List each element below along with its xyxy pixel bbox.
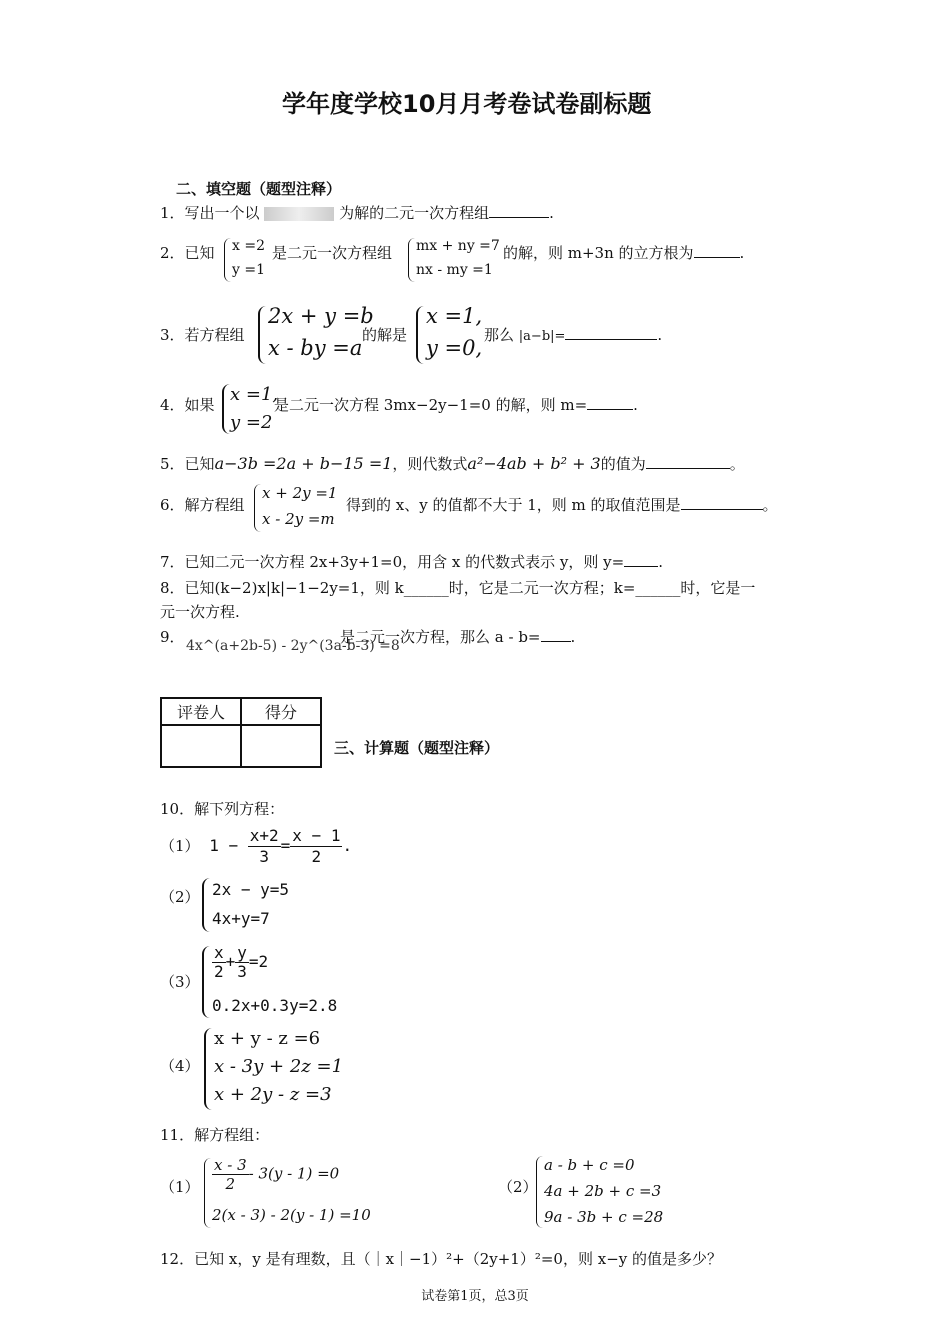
question-2: 2．已知 (160, 244, 215, 262)
section-heading-fill-in: 二、填空题（题型注释） (176, 180, 342, 198)
answer-blank (565, 325, 657, 340)
q10-part-2-label: （2） (160, 888, 200, 906)
answer-blank (624, 552, 658, 567)
question-4: 4．如果 (160, 396, 215, 414)
question-1: 1．写出一个以 为解的二元一次方程组 . (160, 204, 554, 222)
q10-part-3-label: （3） (160, 973, 200, 991)
answer-blank (489, 203, 549, 218)
question-9: 9． (160, 628, 185, 646)
equation-system: mx + ny =7 nx - my =1 (408, 236, 508, 286)
q10-part-2-system: 2x − y=5 4x+y=7 (202, 876, 302, 934)
question-number: 1． (160, 204, 185, 222)
section-heading-calc: 三、计算题（题型注释） (334, 739, 500, 757)
grading-table (160, 697, 322, 768)
page-title: 学年度学校10月月考卷试卷副标题 (282, 90, 652, 118)
q11-part-1-system: $\frac{x - 3}{2}$ - 3(y - 1) =0 2(x - 3) - 2(y - 1) =10 (204, 1156, 374, 1230)
question-12: 12．已知 x，y 是有理数，且（｜x｜−1）²+（2y+1）²=0，则 x−y 的值是多少？ (160, 1250, 723, 1268)
question-7: 7．已知二元一次方程 2x+3y+1=0，用含 x 的代数式表示 y，则 y= . (160, 553, 663, 571)
exponent-equation: 4x^(a+2b-5) - 2y^(3a-b-3) =8 (186, 638, 400, 654)
answer-blank (681, 495, 763, 510)
solution-system: x =2 y =1 (224, 236, 274, 286)
question-5: 5．已知a−3b =2a + b−15 =1，则代数式a²−4ab + b² + 3的值为 。 (160, 454, 745, 473)
q10-part-4-label: （4） (160, 1057, 200, 1075)
blurred-formula (264, 207, 334, 221)
question-11: 11．解方程组： (160, 1126, 270, 1144)
answer-blank (541, 627, 571, 642)
page-footer: 试卷第1页，总3页 (421, 1289, 529, 1304)
score-header: 得分 (241, 698, 321, 725)
equation-system: x + 2y =1 x - 2y =m (254, 482, 348, 534)
q11-part-2-label: （2） (498, 1178, 538, 1196)
solution-system: x =1, y =2 (222, 382, 274, 436)
solution-system: x =1, y =0, (416, 302, 486, 368)
question-text: 写出一个以 (184, 204, 260, 222)
q10-part-3-system: $\frac{x}{2}$ + $\frac{y}{3}$ =2 0.2x+0.3y=2.8 (202, 944, 362, 1020)
grader-header: 评卷人 (161, 698, 241, 725)
answer-blank (646, 454, 730, 469)
question-text: 为解的二元一次方程组 (339, 204, 490, 222)
q10-part-4-system: x + y - z =6 x - 3y + 2z =1 x + 2y - z =3 (204, 1026, 344, 1114)
q11-part-2-system: a - b + c =0 4a + 2b + c =3 9a - 3b + c =28 (536, 1154, 666, 1230)
equation-system: 2x + y =b x - by =a (258, 302, 362, 368)
grader-cell[interactable] (161, 725, 241, 767)
q11-part-1-label: （1） (160, 1178, 200, 1196)
question-8: 8．已知(k−2)x|k|−1−2y=1，则 k______时，它是二元一次方程；k=______时，它是一 (160, 579, 756, 597)
answer-blank (694, 243, 740, 258)
answer-blank (587, 395, 633, 410)
q10-part-1: （1） 1 − $\frac{x+2}{3}$ = $\frac{x - 1}{2}$ . (160, 826, 353, 866)
question-6: 6．解方程组 (160, 496, 245, 514)
score-cell[interactable] (241, 725, 321, 767)
question-10: 10．解下列方程： (160, 800, 285, 818)
question-3: 3．若方程组 (160, 326, 245, 344)
